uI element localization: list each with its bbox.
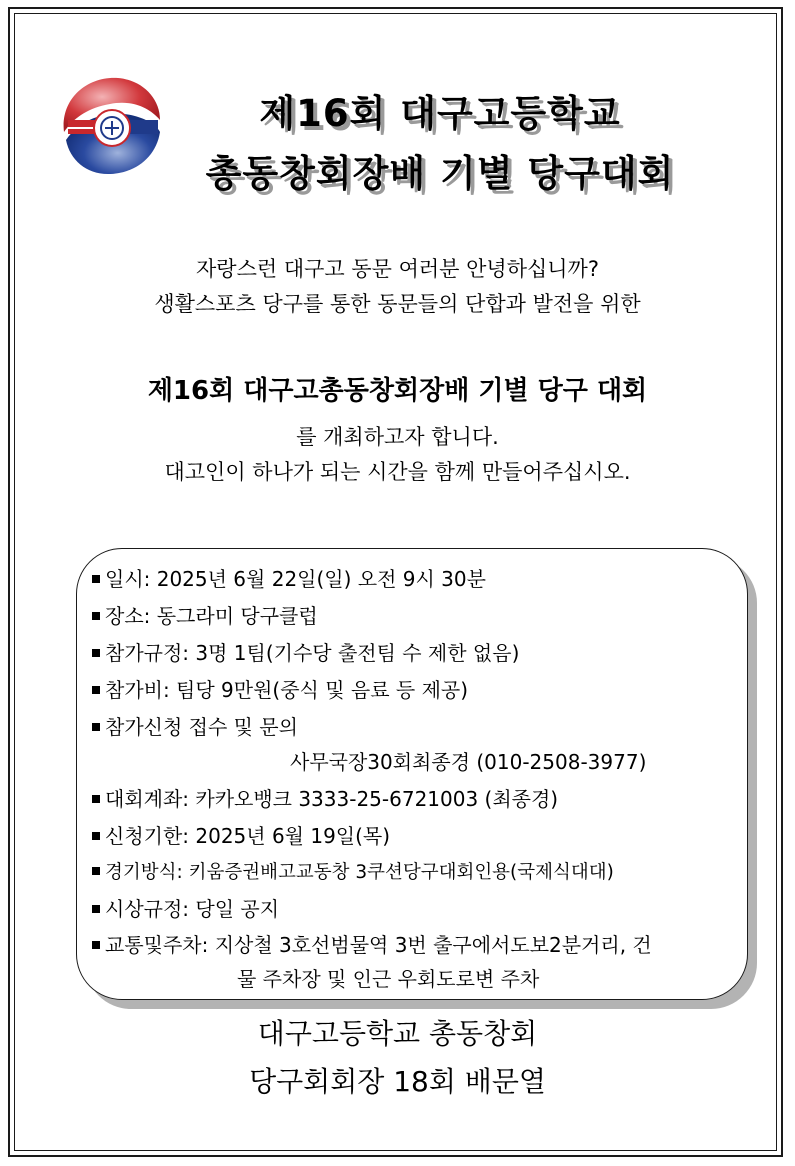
detail-deadline [92,820,390,849]
intro-greeting: 자랑스런 대구고 동문 여러분 안녕하십니까? [196,257,599,281]
detail-date-text: 일시: 2025년 6월 22일(일) 오전 9시 30분 [105,567,486,591]
intro-invitation: 대고인이 하나가 되는 시간을 함께 만들어주십시오. [164,460,631,484]
detail-rules-text: 참가규정: 3명 1팀(기수당 출전팀 수 제한 없음) [105,641,520,665]
detail-deadline-text: 신청기한: 2025년 6월 19일(목) [105,824,391,848]
bullet-icon [92,649,100,657]
intro-purpose: 생활스포츠 당구를 통한 동문들의 단합과 발전을 위한 [154,292,641,316]
detail-date [92,563,486,592]
detail-method-text: 경기방식: 키움증권배고교동창 3쿠션당구대회인용(국제식대대) [105,862,614,883]
bullet-icon [92,795,100,803]
detail-transport-text: 교통및주차: 지상철 3호선범물역 3번 출구에서도보2분거리, 건 [105,933,652,957]
detail-awards-text: 시상규정: 당일 공지 [105,897,280,921]
detail-fee-text: 참가비: 팀당 9만원(중식 및 음료 등 제공) [105,678,469,702]
detail-transport-cont: 물 주차장 및 인근 우회도로변 주차 [237,967,540,991]
detail-transport [92,929,652,958]
detail-account [92,783,558,812]
footer-organization: 대구고등학교 총동창회 [257,1017,538,1050]
poster-title-line2: 총동창회장배 기별 당구대회 [205,152,675,195]
detail-venue [92,600,318,629]
bullet-icon [92,867,100,875]
bullet-icon [92,941,100,949]
poster-title-line1: 제16회 대구고등학교 [259,92,621,135]
detail-venue-text: 장소: 동그라미 당구클럽 [105,604,318,628]
footer-signature: 당구회회장 18회 배문열 [249,1065,546,1098]
event-name: 제16회 대구고총동창회장배 기별 당구 대회 [147,376,648,406]
detail-inquiry [92,711,298,740]
intro-announcement: 를 개최하고자 합니다. [296,425,499,449]
detail-inquiry-text: 참가신청 접수 및 문의 [105,715,298,739]
detail-fee [92,674,468,703]
detail-account-text: 대회계좌: 카카오뱅크 3333-25-6721003 (최종경) [105,787,559,811]
detail-inquiry-contact: 사무국장30회최종경 (010-2508-3977) [290,750,647,774]
bullet-icon [92,905,100,913]
bullet-icon [92,686,100,694]
bullet-icon [92,723,100,731]
detail-method [92,858,614,884]
detail-rules [92,637,519,666]
detail-awards [92,893,279,922]
bullet-icon [92,575,100,583]
school-emblem-logo [56,70,164,178]
bullet-icon [92,832,100,840]
bullet-icon [92,612,100,620]
